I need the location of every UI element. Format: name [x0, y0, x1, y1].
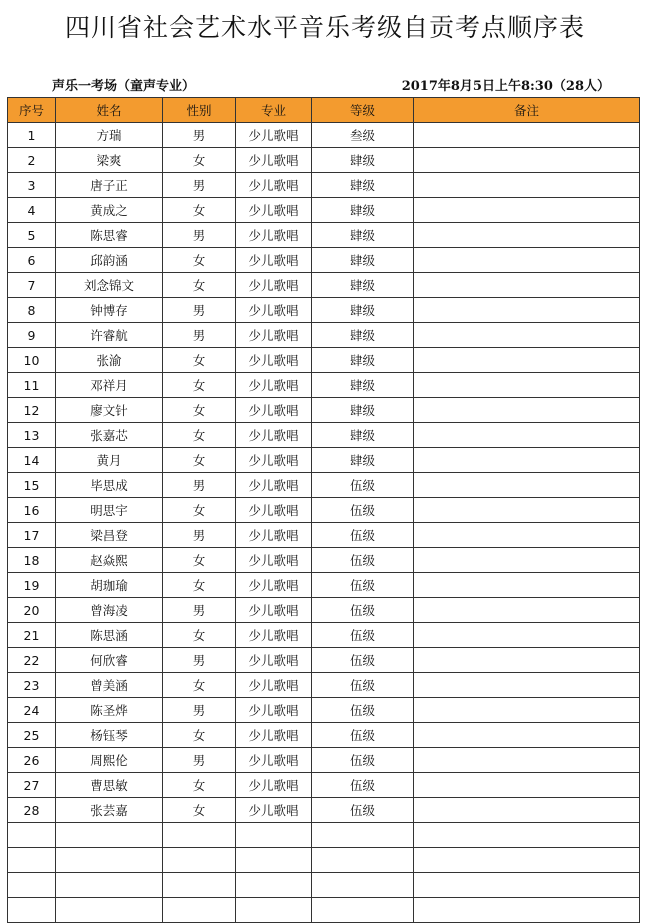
table-row	[8, 298, 640, 323]
cell-remarks	[414, 823, 640, 848]
cell-number: 15	[8, 473, 56, 498]
cell-major: 少儿歌唱	[236, 448, 312, 473]
cell-number	[8, 823, 56, 848]
cell-remarks	[414, 623, 640, 648]
cell-major: 少儿歌唱	[236, 723, 312, 748]
table-row	[8, 548, 640, 573]
cell-level: 肆级	[312, 198, 414, 223]
cell-major: 少儿歌唱	[236, 498, 312, 523]
cell-level: 伍级	[312, 723, 414, 748]
cell-gender: 女	[163, 723, 236, 748]
cell-remarks	[414, 673, 640, 698]
cell-major: 少儿歌唱	[236, 148, 312, 173]
cell-level	[312, 823, 414, 848]
cell-number: 5	[8, 223, 56, 248]
cell-number: 7	[8, 273, 56, 298]
cell-name: 曾美涵	[56, 673, 163, 698]
cell-number: 1	[8, 123, 56, 148]
cell-name: 周熙伦	[56, 748, 163, 773]
cell-major: 少儿歌唱	[236, 473, 312, 498]
cell-remarks	[414, 448, 640, 473]
cell-number: 3	[8, 173, 56, 198]
cell-level: 伍级	[312, 648, 414, 673]
cell-major: 少儿歌唱	[236, 123, 312, 148]
cell-major: 少儿歌唱	[236, 623, 312, 648]
cell-gender: 男	[163, 473, 236, 498]
table-row	[8, 398, 640, 423]
table-row	[8, 673, 640, 698]
cell-remarks	[414, 848, 640, 873]
cell-level	[312, 873, 414, 898]
cell-major: 少儿歌唱	[236, 223, 312, 248]
cell-remarks	[414, 423, 640, 448]
column-header-level: 等级	[312, 98, 414, 123]
cell-major: 少儿歌唱	[236, 298, 312, 323]
cell-number: 9	[8, 323, 56, 348]
cell-gender: 女	[163, 398, 236, 423]
cell-gender	[163, 848, 236, 873]
cell-number: 6	[8, 248, 56, 273]
cell-remarks	[414, 373, 640, 398]
cell-remarks	[414, 773, 640, 798]
table-row	[8, 623, 640, 648]
cell-number: 16	[8, 498, 56, 523]
cell-remarks	[414, 798, 640, 823]
cell-number	[8, 898, 56, 923]
table-row	[8, 773, 640, 798]
cell-gender: 女	[163, 148, 236, 173]
cell-name: 明思宇	[56, 498, 163, 523]
table-row	[8, 423, 640, 448]
cell-level	[312, 898, 414, 923]
column-header-remarks: 备注	[414, 98, 640, 123]
cell-number: 20	[8, 598, 56, 623]
cell-gender: 女	[163, 623, 236, 648]
cell-level: 伍级	[312, 698, 414, 723]
cell-number: 24	[8, 698, 56, 723]
cell-level: 肆级	[312, 448, 414, 473]
cell-number: 12	[8, 398, 56, 423]
cell-remarks	[414, 873, 640, 898]
cell-remarks	[414, 548, 640, 573]
cell-remarks	[414, 198, 640, 223]
cell-major: 少儿歌唱	[236, 798, 312, 823]
cell-remarks	[414, 723, 640, 748]
cell-major: 少儿歌唱	[236, 323, 312, 348]
cell-gender: 男	[163, 123, 236, 148]
cell-level: 伍级	[312, 573, 414, 598]
cell-major: 少儿歌唱	[236, 173, 312, 198]
table-row	[8, 498, 640, 523]
table-row	[8, 823, 640, 848]
cell-name: 梁昌登	[56, 523, 163, 548]
cell-remarks	[414, 648, 640, 673]
cell-remarks	[414, 523, 640, 548]
cell-number: 4	[8, 198, 56, 223]
page-title: 四川省社会艺术水平音乐考级自贡考点顺序表	[64, 13, 585, 42]
cell-remarks	[414, 698, 640, 723]
cell-major: 少儿歌唱	[236, 673, 312, 698]
cell-gender: 男	[163, 223, 236, 248]
cell-number: 28	[8, 798, 56, 823]
cell-number: 11	[8, 373, 56, 398]
cell-gender: 女	[163, 273, 236, 298]
cell-remarks	[414, 123, 640, 148]
cell-level: 伍级	[312, 798, 414, 823]
table-row	[8, 698, 640, 723]
cell-number	[8, 848, 56, 873]
cell-name: 何欣睿	[56, 648, 163, 673]
cell-name: 毕思成	[56, 473, 163, 498]
cell-gender: 男	[163, 173, 236, 198]
table-row	[8, 523, 640, 548]
cell-major: 少儿歌唱	[236, 773, 312, 798]
cell-level: 肆级	[312, 348, 414, 373]
cell-name: 张嘉芯	[56, 423, 163, 448]
cell-name: 钟博存	[56, 298, 163, 323]
cell-remarks	[414, 273, 640, 298]
cell-level: 伍级	[312, 498, 414, 523]
table-row	[8, 148, 640, 173]
table-body	[8, 123, 640, 923]
cell-name: 唐子正	[56, 173, 163, 198]
cell-major	[236, 823, 312, 848]
cell-level: 叁级	[312, 123, 414, 148]
cell-gender: 女	[163, 773, 236, 798]
cell-remarks	[414, 598, 640, 623]
exam-datetime: 2017年8月5日上午8:30（28人）	[401, 79, 610, 94]
cell-gender: 女	[163, 198, 236, 223]
cell-name: 杨钰琴	[56, 723, 163, 748]
cell-remarks	[414, 498, 640, 523]
cell-name: 许睿航	[56, 323, 163, 348]
table-header-row	[8, 98, 640, 123]
cell-gender: 男	[163, 523, 236, 548]
cell-name: 曾海凌	[56, 598, 163, 623]
cell-major: 少儿歌唱	[236, 698, 312, 723]
cell-major: 少儿歌唱	[236, 598, 312, 623]
table-row	[8, 473, 640, 498]
cell-number: 25	[8, 723, 56, 748]
cell-gender	[163, 873, 236, 898]
table-row	[8, 123, 640, 148]
table-row	[8, 848, 640, 873]
cell-remarks	[414, 223, 640, 248]
cell-name	[56, 848, 163, 873]
column-header-number: 序号	[8, 98, 56, 123]
cell-level: 伍级	[312, 748, 414, 773]
cell-number: 22	[8, 648, 56, 673]
cell-number: 19	[8, 573, 56, 598]
cell-level: 伍级	[312, 598, 414, 623]
cell-remarks	[414, 148, 640, 173]
cell-remarks	[414, 898, 640, 923]
cell-gender: 女	[163, 348, 236, 373]
column-header-major: 专业	[236, 98, 312, 123]
cell-gender: 男	[163, 748, 236, 773]
cell-major: 少儿歌唱	[236, 423, 312, 448]
cell-remarks	[414, 323, 640, 348]
cell-level: 伍级	[312, 673, 414, 698]
cell-major: 少儿歌唱	[236, 373, 312, 398]
cell-number: 18	[8, 548, 56, 573]
cell-level: 伍级	[312, 623, 414, 648]
cell-name	[56, 873, 163, 898]
cell-major	[236, 873, 312, 898]
cell-level: 肆级	[312, 148, 414, 173]
cell-gender: 女	[163, 548, 236, 573]
column-header-gender: 性别	[163, 98, 236, 123]
cell-name: 陈思涵	[56, 623, 163, 648]
table-row	[8, 323, 640, 348]
cell-name	[56, 823, 163, 848]
cell-remarks	[414, 298, 640, 323]
cell-number	[8, 873, 56, 898]
cell-number: 26	[8, 748, 56, 773]
cell-gender	[163, 898, 236, 923]
cell-number: 8	[8, 298, 56, 323]
cell-remarks	[414, 173, 640, 198]
cell-number: 17	[8, 523, 56, 548]
cell-gender: 男	[163, 598, 236, 623]
cell-number: 23	[8, 673, 56, 698]
table-row	[8, 648, 640, 673]
cell-major: 少儿歌唱	[236, 523, 312, 548]
table-row	[8, 348, 640, 373]
cell-major: 少儿歌唱	[236, 398, 312, 423]
cell-number: 2	[8, 148, 56, 173]
cell-level: 肆级	[312, 298, 414, 323]
roster-table	[7, 97, 640, 923]
cell-name: 张芸嘉	[56, 798, 163, 823]
cell-gender: 女	[163, 373, 236, 398]
cell-major	[236, 848, 312, 873]
cell-name	[56, 898, 163, 923]
cell-level: 肆级	[312, 423, 414, 448]
cell-major: 少儿歌唱	[236, 648, 312, 673]
cell-level: 肆级	[312, 273, 414, 298]
cell-gender: 男	[163, 298, 236, 323]
table-row	[8, 873, 640, 898]
cell-gender: 男	[163, 323, 236, 348]
table-row	[8, 573, 640, 598]
cell-major: 少儿歌唱	[236, 273, 312, 298]
cell-gender: 女	[163, 673, 236, 698]
cell-gender: 女	[163, 248, 236, 273]
cell-name: 刘念锦文	[56, 273, 163, 298]
cell-gender	[163, 823, 236, 848]
table-row	[8, 248, 640, 273]
cell-name: 曹思敏	[56, 773, 163, 798]
cell-level: 肆级	[312, 323, 414, 348]
cell-gender: 男	[163, 648, 236, 673]
table-row	[8, 598, 640, 623]
cell-name: 梁爽	[56, 148, 163, 173]
cell-level: 肆级	[312, 373, 414, 398]
cell-name: 陈圣烨	[56, 698, 163, 723]
cell-level: 肆级	[312, 248, 414, 273]
cell-level: 肆级	[312, 223, 414, 248]
cell-level	[312, 848, 414, 873]
cell-name: 黄月	[56, 448, 163, 473]
table-row	[8, 173, 640, 198]
cell-number: 13	[8, 423, 56, 448]
cell-major: 少儿歌唱	[236, 573, 312, 598]
cell-major: 少儿歌唱	[236, 248, 312, 273]
cell-gender: 女	[163, 448, 236, 473]
cell-gender: 女	[163, 798, 236, 823]
cell-name: 张渝	[56, 348, 163, 373]
table-row	[8, 223, 640, 248]
cell-gender: 女	[163, 423, 236, 448]
cell-remarks	[414, 573, 640, 598]
table-row	[8, 273, 640, 298]
cell-remarks	[414, 248, 640, 273]
cell-major	[236, 898, 312, 923]
cell-level: 伍级	[312, 473, 414, 498]
cell-name: 方瑞	[56, 123, 163, 148]
exam-session-label: 声乐一考场（童声专业）	[52, 79, 196, 94]
cell-gender: 女	[163, 498, 236, 523]
cell-name: 赵焱熙	[56, 548, 163, 573]
table-row	[8, 198, 640, 223]
cell-level: 伍级	[312, 548, 414, 573]
cell-level: 肆级	[312, 173, 414, 198]
cell-gender: 男	[163, 698, 236, 723]
cell-remarks	[414, 398, 640, 423]
cell-name: 胡珈瑜	[56, 573, 163, 598]
table-row	[8, 723, 640, 748]
cell-remarks	[414, 748, 640, 773]
table-row	[8, 448, 640, 473]
table-row	[8, 748, 640, 773]
cell-major: 少儿歌唱	[236, 748, 312, 773]
cell-number: 14	[8, 448, 56, 473]
cell-remarks	[414, 348, 640, 373]
column-header-name: 姓名	[56, 98, 163, 123]
cell-name: 陈思睿	[56, 223, 163, 248]
cell-number: 27	[8, 773, 56, 798]
table-row	[8, 898, 640, 923]
cell-number: 21	[8, 623, 56, 648]
cell-level: 肆级	[312, 398, 414, 423]
cell-major: 少儿歌唱	[236, 198, 312, 223]
cell-remarks	[414, 473, 640, 498]
cell-major: 少儿歌唱	[236, 548, 312, 573]
cell-name: 邓祥月	[56, 373, 163, 398]
cell-name: 黄成之	[56, 198, 163, 223]
cell-level: 伍级	[312, 523, 414, 548]
cell-number: 10	[8, 348, 56, 373]
cell-gender: 女	[163, 573, 236, 598]
cell-name: 廖文针	[56, 398, 163, 423]
table-row	[8, 373, 640, 398]
table-row	[8, 798, 640, 823]
cell-name: 邱韵涵	[56, 248, 163, 273]
cell-major: 少儿歌唱	[236, 348, 312, 373]
cell-level: 伍级	[312, 773, 414, 798]
